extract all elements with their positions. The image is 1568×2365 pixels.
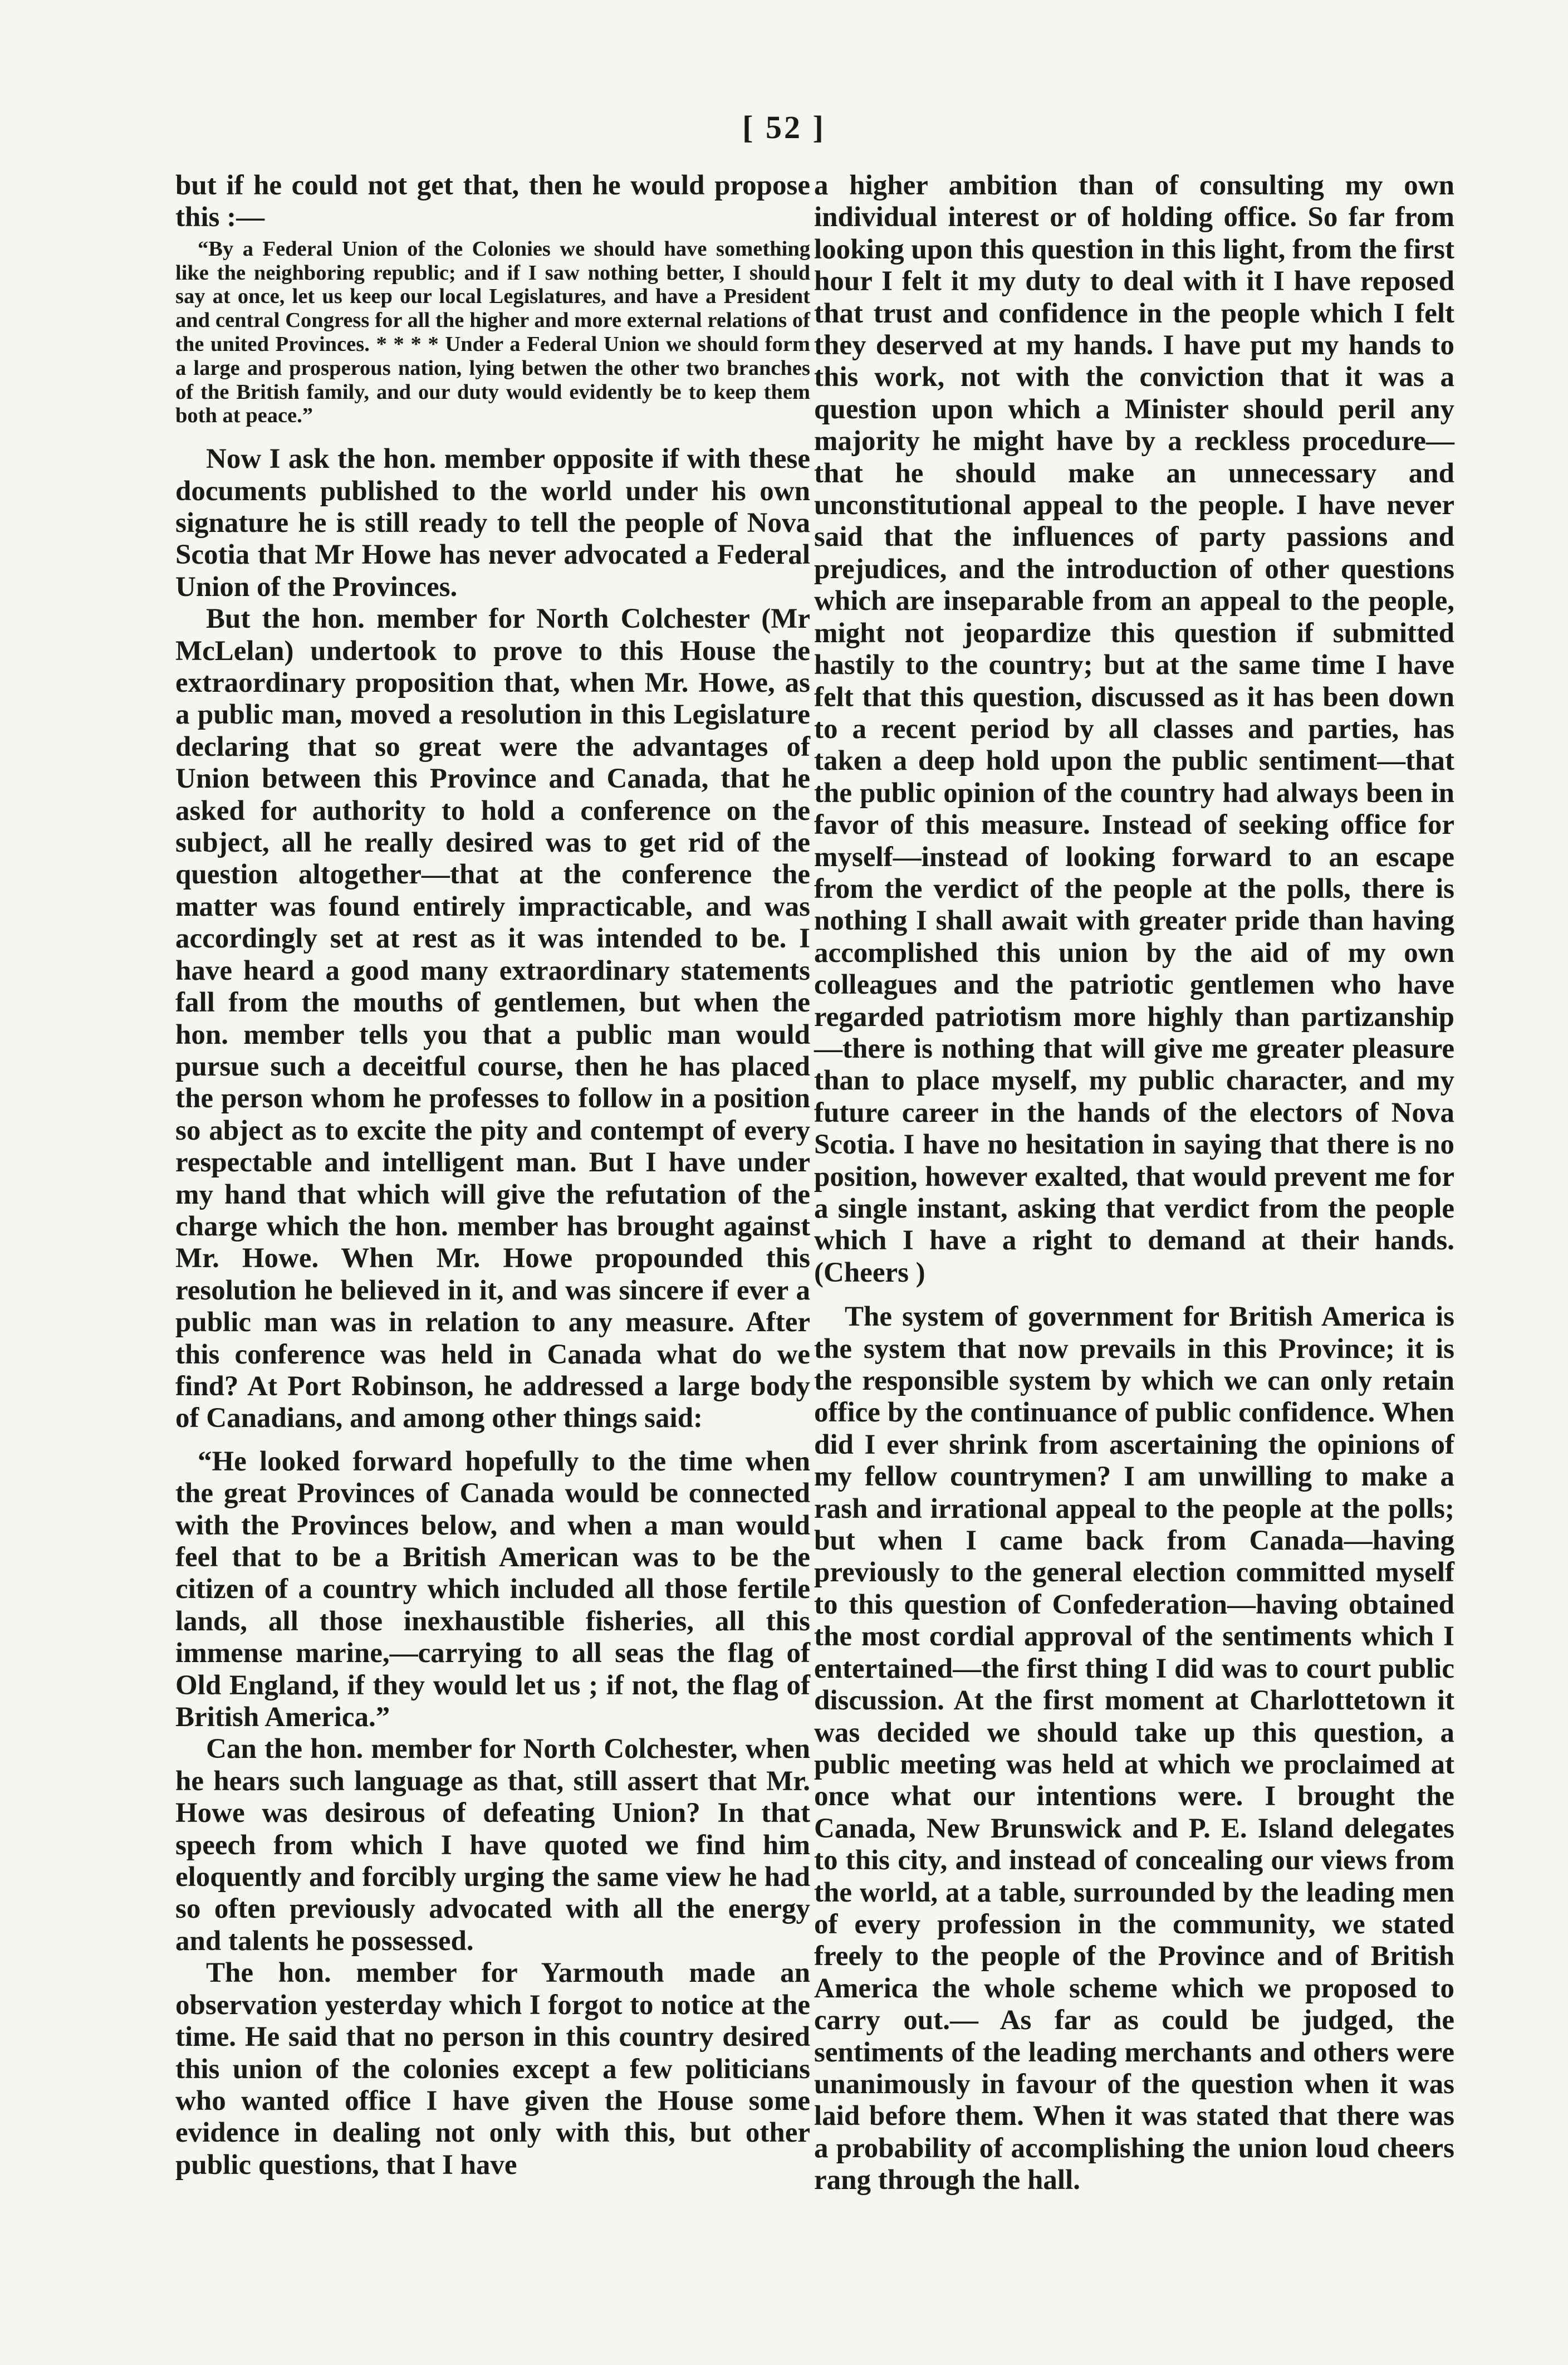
paragraph: The hon. member for Yarmouth made an observation yesterday which I forgot to notice at the time. He said that no person in this country desired this union of the colonies except a few politicians who wanted office I have given the House some evidence in dealing not only with this, but other public questions, that I have xyxy=(175,1957,810,2181)
block-quote: “By a Federal Union of the Colonies we should have something like the neighboring republic; and if I saw nothing better, I should say at once, let us keep our local Legislatures, and have a President and central Congress for all the higher and more external relations of the united Provinces. * * * * Under a Federal Union we should form a large and prosperous nation, lying betwen the other two branches of the British family, and our duty would evidently be to keep them both at peace.” xyxy=(175,237,810,428)
paragraph: The system of government for British America is the system that now prevails in this Province; it is the responsible system by which we can only retain office by the continuance of public confidence. When did I ever shrink from ascertaining the opinions of my fellow countrymen? I am unwilling to make a rash and irrational appeal to the people at the polls; but when I came back from Canada—having previously to the general election committed myself to this question of Confederation—having obtained the most cordial approval of the sentiments which I entertained—the first thing I did was to court public discussion. At the first moment at Charlottetown it was decided we should take up this question, a public meeting was held at which we proclaimed at once what our intentions were. I brought the Canada, New Brunswick and P. E. Island delegates to this city, and instead of concealing our views from the world, at a table, surrounded by the leading men of every profession in the community, we stated freely to the people of the Province and of British America the whole scheme which we proposed to carry out.— As far as could be judged, the sentiments of the leading merchants and others were unanimously in favour of the question when it was laid before them. When it was stated that there was a probability of accomplishing the union loud cheers rang through the hall. xyxy=(814,1301,1454,2196)
left-column xyxy=(175,170,810,2181)
block-quote: “He looked forward hopefully to the time when the great Provinces of Canada would be connected with the Provinces below, and when a man would feel that to be a British American was to be the citizen of a country which included all those fertile lands, all those inexhaustible fisheries, all this immense marine,—carrying to all seas the flag of Old England, if they would let us ; if not, the flag of British America.” xyxy=(175,1445,810,1733)
paragraph: but if he could not get that, then he would propose this :— xyxy=(175,170,810,233)
paragraph: a higher ambition than of consulting my own individual interest or of holding office. So far from looking upon this question in this light, from the first hour I felt it my duty to deal with it I have reposed that trust and confidence in the people which I felt they deserved at my hands. I have put my hands to this work, not with the conviction that it was a question upon which a Minister should peril any majority he might have by a reckless procedure—that he should make an unnecessary and unconstitutional appeal to the people. I have never said that the influences of party passions and prejudices, and the introduction of other questions which are inseparable from an appeal to the people, might not jeopardize this question if submitted hastily to the country; but at the same time I have felt that this question, discussed as it has been down to a recent period by all classes and parties, has taken a deep hold upon the public sentiment—that the public opinion of the country had always been in favor of this measure. Instead of seeking office for myself—instead of looking forward to an escape from the verdict of the people at the polls, there is nothing I shall await with greater pride than having accomplished this union by the aid of my own colleagues and the patriotic gentlemen who have regarded patriotism more highly than partizanship—there is nothing that will give me greater pleasure than to place myself, my public character, and my future career in the hands of the electors of Nova Scotia. I have no hesitation in saying that there is no position, however exalted, that would prevent me for a single instant, asking that verdict from the people which I have a right to demand at their hands. (Cheers ) xyxy=(814,170,1454,1288)
page-number: [ 52 ] xyxy=(742,109,826,145)
paragraph: But the hon. member for North Colchester (Mr McLelan) undertook to prove to this House the extraordinary proposition that, when Mr. Howe, as a public man, moved a resolution in this Legislature declaring that so great were the advantages of Union between this Province and Canada, that he asked for authority to hold a conference on the subject, all he really desired was to get rid of the question altogether—that at the conference the matter was found entirely impracticable, and was accordingly set at rest as it was intended to be. I have heard a good many extraordinary statements fall from the mouths of gentlemen, but when the hon. member tells you that a public man would pursue such a deceitful course, then he has placed the person whom he professes to follow in a position so abject as to excite the pity and contempt of every respectable and intelligent man. But I have under my hand that which will give the refutation of the charge which the hon. member has brought against Mr. Howe. When Mr. Howe propounded this resolution he believed in it, and was sincere if ever a public man was in relation to any measure. After this conference was held in Canada what do we find? At Port Robinson, he addressed a large body of Canadians, and among other things said: xyxy=(175,603,810,1434)
paragraph: Now I ask the hon. member opposite if with these documents published to the world under his own signature he is still ready to tell the people of Nova Scotia that Mr Howe has never advocated a Federal Union of the Provinces. xyxy=(175,443,810,603)
right-column xyxy=(814,170,1454,2197)
paragraph: Can the hon. member for North Colchester, when he hears such language as that, still assert that Mr. Howe was desirous of defeating Union? In that speech from which I have quoted we find him eloquently and forcibly urging the same view he had so often previously advocated with all the energy and talents he possessed. xyxy=(175,1733,810,1957)
